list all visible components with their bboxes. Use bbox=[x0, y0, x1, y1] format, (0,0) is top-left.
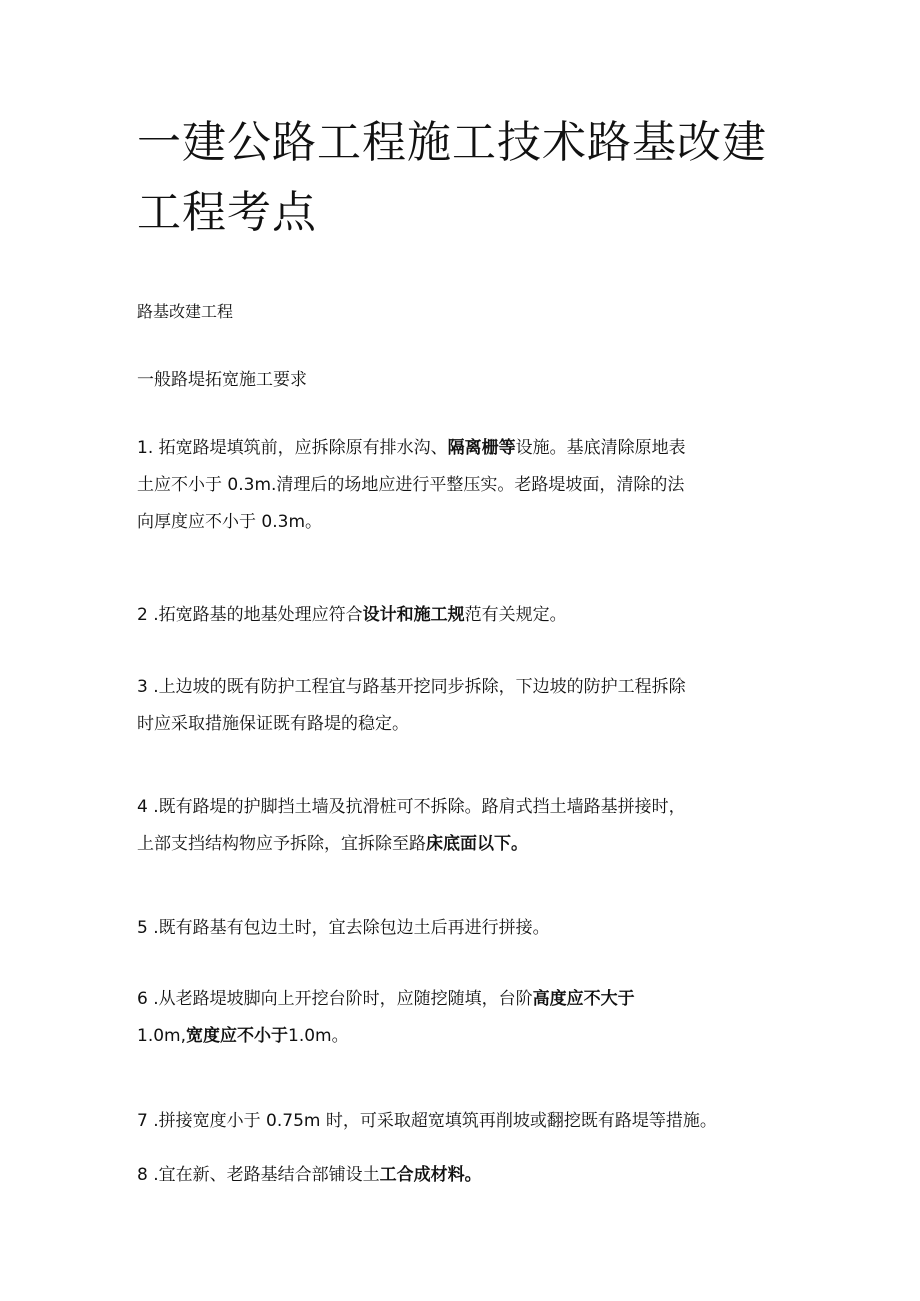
text-line bbox=[137, 504, 797, 541]
bold-run: 工合成材料。 bbox=[379, 1165, 482, 1185]
text-run: 4 .既有路堤的护脚挡土墙及抗滑桩可不拆除。路肩式挡土墙路基拼接时， bbox=[137, 797, 686, 817]
text-line bbox=[137, 1103, 797, 1140]
subsection-heading: 一般路堤拓宽施工要求 bbox=[137, 370, 307, 390]
text-run: 范有关规定。 bbox=[464, 605, 567, 625]
text-run: 1. 拓宽路堤填筑前，应拆除原有排水沟、 bbox=[137, 438, 448, 458]
text-line bbox=[137, 467, 797, 504]
text-run: 6 .从老路堤坡脚向上开挖台阶时，应随挖随填，台阶 bbox=[137, 989, 533, 1009]
text-line bbox=[137, 1157, 797, 1194]
text-line bbox=[137, 669, 797, 706]
list-item-2 bbox=[137, 597, 797, 634]
list-item-4 bbox=[137, 789, 797, 863]
text-run: 土应不小于 0.3m.清理后的场地应进行平整压实。老路堤坡面，清除的法 bbox=[137, 475, 685, 495]
text-run: 向厚度应不小于 0.3m。 bbox=[137, 512, 322, 532]
text-run: 7 .拼接宽度小于 0.75m 时，可采取超宽填筑再削坡或翻挖既有路堤等措施。 bbox=[137, 1111, 717, 1131]
bold-run: 床底面以下。 bbox=[426, 834, 528, 854]
list-item-1 bbox=[137, 430, 797, 541]
bold-run: 高度应不大于 bbox=[532, 989, 635, 1009]
text-line bbox=[137, 430, 797, 467]
list-item-8 bbox=[137, 1157, 797, 1194]
text-run: 8 .宜在新、老路基结合部铺设土 bbox=[137, 1165, 380, 1185]
text-line bbox=[137, 706, 797, 743]
list-item-5 bbox=[137, 910, 797, 947]
bold-run: 隔离栅等 bbox=[447, 438, 516, 458]
document-title bbox=[137, 108, 797, 248]
text-run: 2 .拓宽路基的地基处理应符合 bbox=[137, 605, 363, 625]
text-run: 1.0m, bbox=[137, 1026, 186, 1046]
text-run: 5 .既有路基有包边土时，宜去除包边土后再进行拼接。 bbox=[137, 918, 550, 938]
text-run: 设施。基底清除原地表 bbox=[515, 438, 686, 458]
text-line bbox=[137, 597, 797, 634]
text-line bbox=[137, 1018, 797, 1055]
text-line bbox=[137, 789, 797, 826]
list-item-3 bbox=[137, 669, 797, 743]
title-line-1: 一建公路工程施工技术路基改建 bbox=[137, 117, 767, 168]
text-run: 时应采取措施保证既有路堤的稳定。 bbox=[137, 714, 409, 734]
text-run: 上部支挡结构物应予拆除，宜拆除至路 bbox=[137, 834, 426, 854]
title-line-2: 工程考点 bbox=[137, 187, 317, 238]
text-line bbox=[137, 826, 797, 863]
text-line bbox=[137, 981, 797, 1018]
list-item-6 bbox=[137, 981, 797, 1055]
text-run: 3 .上边坡的既有防护工程宜与路基开挖同步拆除，下边坡的防护工程拆除 bbox=[137, 677, 686, 697]
list-item-7 bbox=[137, 1103, 797, 1140]
bold-run: 宽度应不小于 bbox=[186, 1026, 288, 1046]
text-run: 1.0m。 bbox=[288, 1026, 349, 1046]
bold-run: 设计和施工规 bbox=[362, 605, 465, 625]
section-heading: 路基改建工程 bbox=[137, 302, 234, 321]
text-line bbox=[137, 910, 797, 947]
